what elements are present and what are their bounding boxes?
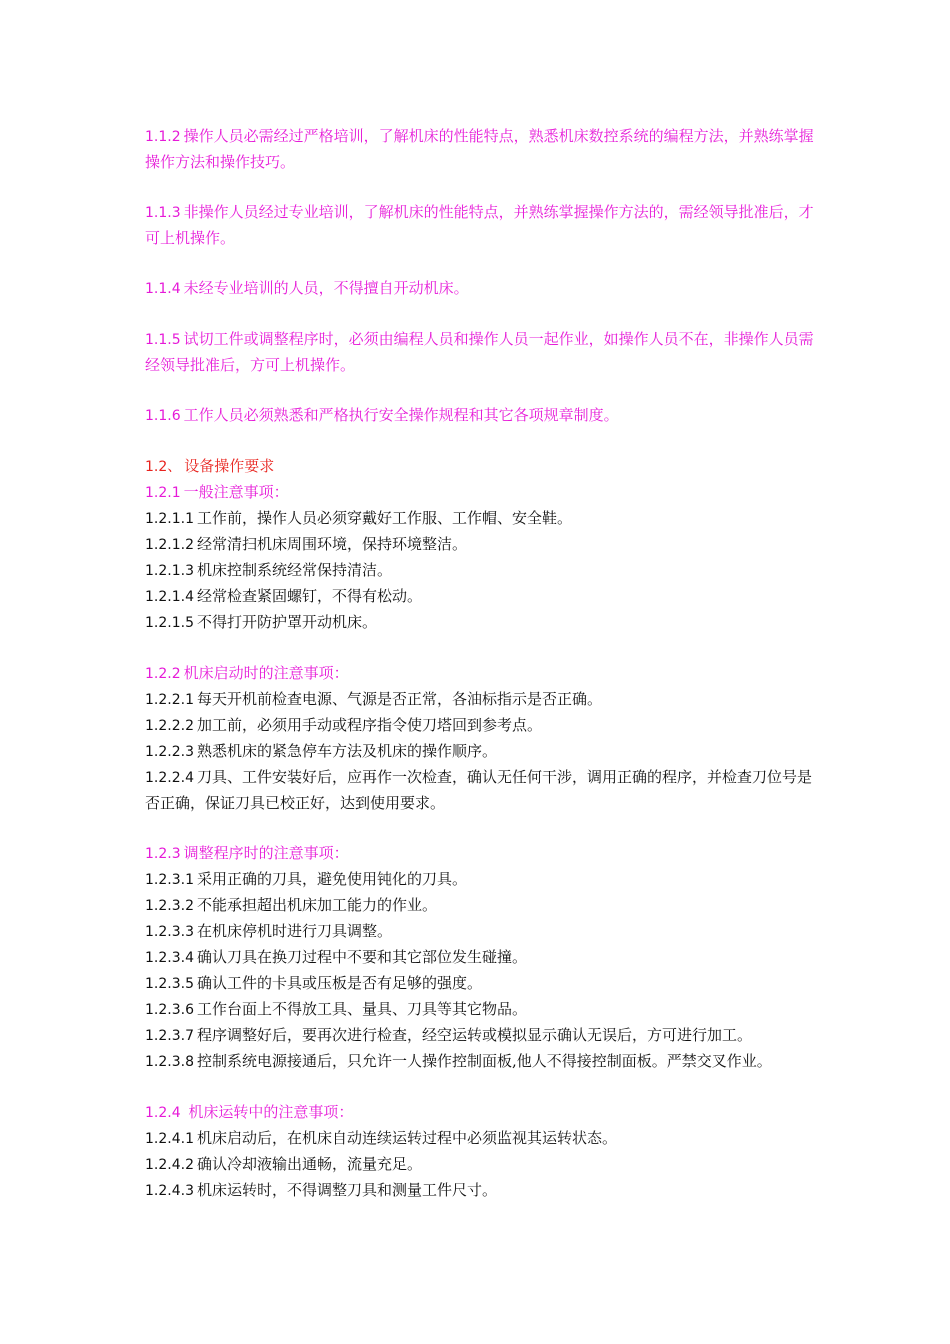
paragraph-1-1-4 xyxy=(145,276,815,302)
heading-number: 1.2.2 xyxy=(145,666,181,682)
item-number: 1.2.1.5 xyxy=(145,615,194,631)
item-number: 1.2.3.3 xyxy=(145,924,194,940)
item-text: 加工前，必须用手动或程序指令使刀塔回到参考点。 xyxy=(196,716,542,734)
item-text: 经常检查紧固螺钉，不得有松动。 xyxy=(196,587,422,605)
list-item xyxy=(145,1126,815,1152)
heading-text: 调整程序时的注意事项： xyxy=(183,844,349,862)
item-text: 不得打开防护罩开动机床。 xyxy=(196,613,377,631)
list-item xyxy=(145,945,815,971)
list-item xyxy=(145,610,815,636)
heading-text: 机床运转中的注意事项： xyxy=(183,1103,354,1121)
list-item xyxy=(145,765,815,816)
item-number: 1.2.3.8 xyxy=(145,1054,194,1070)
clause-text: 非操作人员经过专业培训，了解机床的性能特点，并熟练掌握操作方法的，需经领导批准后，才可上机操作。 xyxy=(145,203,814,247)
list-item xyxy=(145,687,815,713)
list-item xyxy=(145,1023,815,1049)
item-number: 1.2.3.5 xyxy=(145,976,194,992)
item-text: 采用正确的刀具，避免使用钝化的刀具。 xyxy=(196,870,467,888)
clause-number: 1.1.6 xyxy=(145,408,181,424)
list-item xyxy=(145,997,815,1023)
heading-number: 1.2.1 xyxy=(145,485,181,501)
list-item xyxy=(145,713,815,739)
clause-number: 1.1.4 xyxy=(145,281,181,297)
item-number: 1.2.3.2 xyxy=(145,898,194,914)
section-title-text: 设备操作要求 xyxy=(184,457,275,475)
group-heading xyxy=(145,841,815,867)
item-number: 1.2.2.1 xyxy=(145,692,194,708)
item-text: 机床启动后，在机床自动连续运转过程中必须监视其运转状态。 xyxy=(196,1129,617,1147)
item-number: 1.2.1.1 xyxy=(145,511,194,527)
list-item xyxy=(145,1049,815,1075)
group-1-2-1 xyxy=(145,480,815,636)
group-heading xyxy=(145,661,815,687)
item-number: 1.2.4.1 xyxy=(145,1131,194,1147)
section-title xyxy=(145,454,815,480)
paragraph-1-1-2 xyxy=(145,124,815,175)
list-item xyxy=(145,584,815,610)
item-text: 工作前，操作人员必须穿戴好工作服、工作帽、安全鞋。 xyxy=(196,509,572,527)
item-text: 每天开机前检查电源、气源是否正常，各油标指示是否正确。 xyxy=(196,690,602,708)
list-item xyxy=(145,893,815,919)
item-number: 1.2.3.4 xyxy=(145,950,194,966)
item-text: 熟悉机床的紧急停车方法及机床的操作顺序。 xyxy=(196,742,497,760)
clause-number: 1.1.5 xyxy=(145,332,181,348)
clause-text: 工作人员必须熟悉和严格执行安全操作规程和其它各项规章制度。 xyxy=(183,406,619,424)
item-text: 确认冷却液输出通畅，流量充足。 xyxy=(196,1155,422,1173)
item-text: 确认工件的卡具或压板是否有足够的强度。 xyxy=(196,974,482,992)
heading-number: 1.2.3 xyxy=(145,846,181,862)
clause-text: 试切工件或调整程序时，必须由编程人员和操作人员一起作业，如操作人员不在，非操作人员需经领导批准后，方可上机操作。 xyxy=(145,330,814,374)
group-1-2-3 xyxy=(145,841,815,1075)
group-1-2-2 xyxy=(145,661,815,816)
item-number: 1.2.3.7 xyxy=(145,1028,194,1044)
list-item xyxy=(145,532,815,558)
clause-text: 操作人员必需经过严格培训，了解机床的性能特点，熟悉机床数控系统的编程方法，并熟练掌握操作方法和操作技巧。 xyxy=(145,127,814,171)
item-text: 在机床停机时进行刀具调整。 xyxy=(196,922,392,940)
heading-text: 机床启动时的注意事项： xyxy=(183,664,349,682)
item-number: 1.2.3.6 xyxy=(145,1002,194,1018)
clause-number: 1.1.2 xyxy=(145,129,181,145)
paragraph-1-1-3 xyxy=(145,200,815,251)
document-page xyxy=(145,124,815,1204)
item-number: 1.2.2.4 xyxy=(145,770,194,786)
item-text: 确认刀具在换刀过程中不要和其它部位发生碰撞。 xyxy=(196,948,527,966)
heading-text: 一般注意事项： xyxy=(183,483,289,501)
section-number: 1.2、 xyxy=(145,459,182,475)
item-text: 刀具、工件安装好后，应再作一次检查，确认无任何干涉，调用正确的程序，并检查刀位号是否正确，保证刀具已校正好，达到使用要求。 xyxy=(145,768,812,812)
item-text: 工作台面上不得放工具、量具、刀具等其它物品。 xyxy=(196,1000,527,1018)
list-item xyxy=(145,971,815,997)
item-number: 1.2.4.3 xyxy=(145,1183,194,1199)
list-item xyxy=(145,558,815,584)
item-text: 不能承担超出机床加工能力的作业。 xyxy=(196,896,437,914)
list-item xyxy=(145,1178,815,1204)
item-text: 经常清扫机床周围环境，保持环境整洁。 xyxy=(196,535,467,553)
list-item xyxy=(145,867,815,893)
item-text: 程序调整好后，要再次进行检查，经空运转或模拟显示确认无误后，方可进行加工。 xyxy=(196,1026,752,1044)
clause-text: 未经专业培训的人员，不得擅自开动机床。 xyxy=(183,279,469,297)
item-number: 1.2.2.3 xyxy=(145,744,194,760)
item-text: 控制系统电源接通后，只允许一人操作控制面板,他人不得接控制面板。严禁交叉作业。 xyxy=(196,1052,772,1070)
item-number: 1.2.1.3 xyxy=(145,563,194,579)
heading-number: 1.2.4 xyxy=(145,1105,181,1121)
clause-number: 1.1.3 xyxy=(145,205,181,221)
group-heading xyxy=(145,480,815,506)
item-number: 1.2.2.2 xyxy=(145,718,194,734)
paragraph-1-1-5 xyxy=(145,327,815,378)
item-number: 1.2.4.2 xyxy=(145,1157,194,1173)
item-number: 1.2.1.4 xyxy=(145,589,194,605)
item-number: 1.2.1.2 xyxy=(145,537,194,553)
item-text: 机床控制系统经常保持清洁。 xyxy=(196,561,392,579)
list-item xyxy=(145,919,815,945)
item-text: 机床运转时，不得调整刀具和测量工件尺寸。 xyxy=(196,1181,497,1199)
item-number: 1.2.3.1 xyxy=(145,872,194,888)
group-1-2-4 xyxy=(145,1100,815,1204)
list-item xyxy=(145,739,815,765)
paragraph-1-1-6 xyxy=(145,403,815,429)
list-item xyxy=(145,506,815,532)
group-heading xyxy=(145,1100,815,1126)
list-item xyxy=(145,1152,815,1178)
